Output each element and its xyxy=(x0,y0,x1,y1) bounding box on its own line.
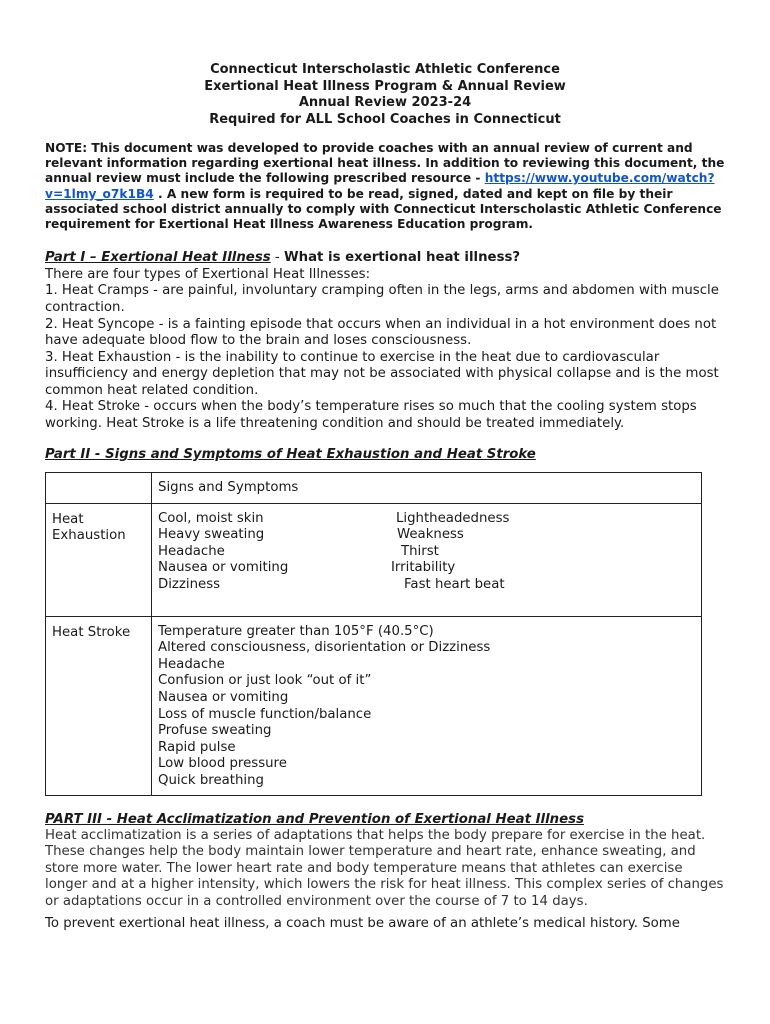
list-item: Quick breathing xyxy=(158,773,264,788)
table-header-row xyxy=(46,472,702,503)
part1-body xyxy=(45,267,725,433)
heat-exhaustion-label-line1: Heat xyxy=(52,511,84,527)
heat-exhaustion-label-cell xyxy=(46,503,152,616)
heat-stroke-symptoms-cell xyxy=(152,616,702,795)
heat-exhaustion-symptoms-cell xyxy=(152,503,702,616)
list-item: Heavy sweating xyxy=(158,527,265,543)
list-item: Thirst xyxy=(401,543,439,559)
list-item: Nausea or vomiting xyxy=(158,560,289,576)
heat-illness-item-exhaustion: 3. Heat Exhaustion - is the inability to continue to exercise in the heat due to cardiovascular insufficiency and energy depletion that may not be associated with physical collapse and is the most common heat related condition. xyxy=(45,349,719,398)
table-header-empty-cell xyxy=(46,472,152,503)
note-paragraph xyxy=(45,141,725,232)
table-row-heat-exhaustion xyxy=(46,503,702,616)
list-item: Lightheadedness xyxy=(396,510,510,526)
heat-exhaustion-symptoms-left xyxy=(158,511,396,594)
table-header-cell xyxy=(152,472,702,503)
list-item: Headache xyxy=(158,656,225,672)
heat-stroke-label-cell xyxy=(46,616,152,795)
list-item: Weakness xyxy=(397,527,464,543)
acclimatization-paragraph: Heat acclimatization is a series of adaptations that helps the body prepare for exercise in the heat. These changes help the body maintain lower temperature and heart rate, enhance sweating, and store more water. The lower heart rate and body temperature means that athletes can exercise longer and at a higher intensity, which lowers the risk for heat illness. This complex series of changes or adaptations occur in a controlled environment over the course of 7 to 14 days. xyxy=(45,827,724,910)
part3-heading: PART III - Heat Acclimatization and Prevention of Exertional Heat Illness xyxy=(45,811,584,827)
list-item: Low blood pressure xyxy=(158,756,287,772)
prevention-paragraph: To prevent exertional heat illness, a coach must be aware of an athlete’s medical history. Some xyxy=(45,915,680,931)
list-item: Fast heart beat xyxy=(404,577,505,593)
table-row-heat-stroke xyxy=(46,616,702,795)
list-item: Profuse sweating xyxy=(158,723,272,739)
heat-illness-item-syncope: 2. Heat Syncope - is a fainting episode that occurs when an individual in a hot environment does not have adequate blood flow to the brain and loses consciousness. xyxy=(45,316,717,349)
part1-intro: There are four types of Exertional Heat Illnesses: xyxy=(45,266,371,282)
part1-heading-question: What is exertional heat illness? xyxy=(283,250,521,266)
signs-symptoms-header: Signs and Symptoms xyxy=(158,479,299,495)
title-line-conference: Connecticut Interscholastic Athletic Conference xyxy=(210,62,560,77)
part3-body xyxy=(45,828,725,933)
heat-stroke-label: Heat Stroke xyxy=(52,624,131,640)
list-item: Rapid pulse xyxy=(158,739,236,755)
document-page xyxy=(45,62,725,932)
note-text-before: NOTE: This document was developed to provide coaches with an annual review of current and relevant information regarding exertional heat illness. In addition to reviewing this document, the annual review must include the following prescribed resource - xyxy=(45,141,725,186)
title-line-requirement: Required for ALL School Coaches in Connecticut xyxy=(209,111,561,127)
list-item: Temperature greater than 105°F (40.5°C) xyxy=(158,623,434,639)
note-text-after: . A new form is required to be read, signed, dated and kept on file by their associated school district annually to comply with Connecticut Interscholastic Athletic Conference requirement for Exertional Heat Illness Awareness Education program. xyxy=(45,186,722,232)
list-item: Irritability xyxy=(391,560,456,576)
part1-heading xyxy=(45,250,725,267)
signs-symptoms-table xyxy=(45,472,702,796)
part1-heading-title: Part I – Exertional Heat Illness xyxy=(45,250,271,266)
title-line-annual-review: Annual Review 2023-24 xyxy=(298,95,472,110)
list-item: Headache xyxy=(158,543,225,559)
heat-illness-item-stroke: 4. Heat Stroke - occurs when the body’s temperature rises so much that the cooling system stops working. Heat Stroke is a life threatening condition and should be treated immediately. xyxy=(45,399,697,432)
list-item: Loss of muscle function/balance xyxy=(158,706,372,722)
heat-exhaustion-label-line2: Exhaustion xyxy=(52,528,126,544)
heat-illness-item-cramps: 1. Heat Cramps - are painful, involuntary cramping often in the legs, arms and abdomen with muscle contraction. xyxy=(45,283,719,315)
list-item: Nausea or vomiting xyxy=(158,690,289,706)
youtube-resource-link[interactable]: https://www.youtube.com/watch?v=1lmy_o7k1B4 xyxy=(45,171,715,201)
part1-heading-separator: - xyxy=(270,250,284,266)
list-item: Dizziness xyxy=(158,577,221,593)
part2-heading: Part II - Signs and Symptoms of Heat Exhaustion and Heat Stroke xyxy=(45,446,536,462)
list-item: Cool, moist skin xyxy=(158,510,264,526)
list-item: Altered consciousness, disorientation or Dizziness xyxy=(158,640,491,656)
heat-exhaustion-symptoms-right xyxy=(391,510,510,594)
document-title-block xyxy=(45,62,725,128)
list-item: Confusion or just look “out of it” xyxy=(158,673,372,689)
title-line-program: Exertional Heat Illness Program & Annual Review xyxy=(204,78,566,94)
